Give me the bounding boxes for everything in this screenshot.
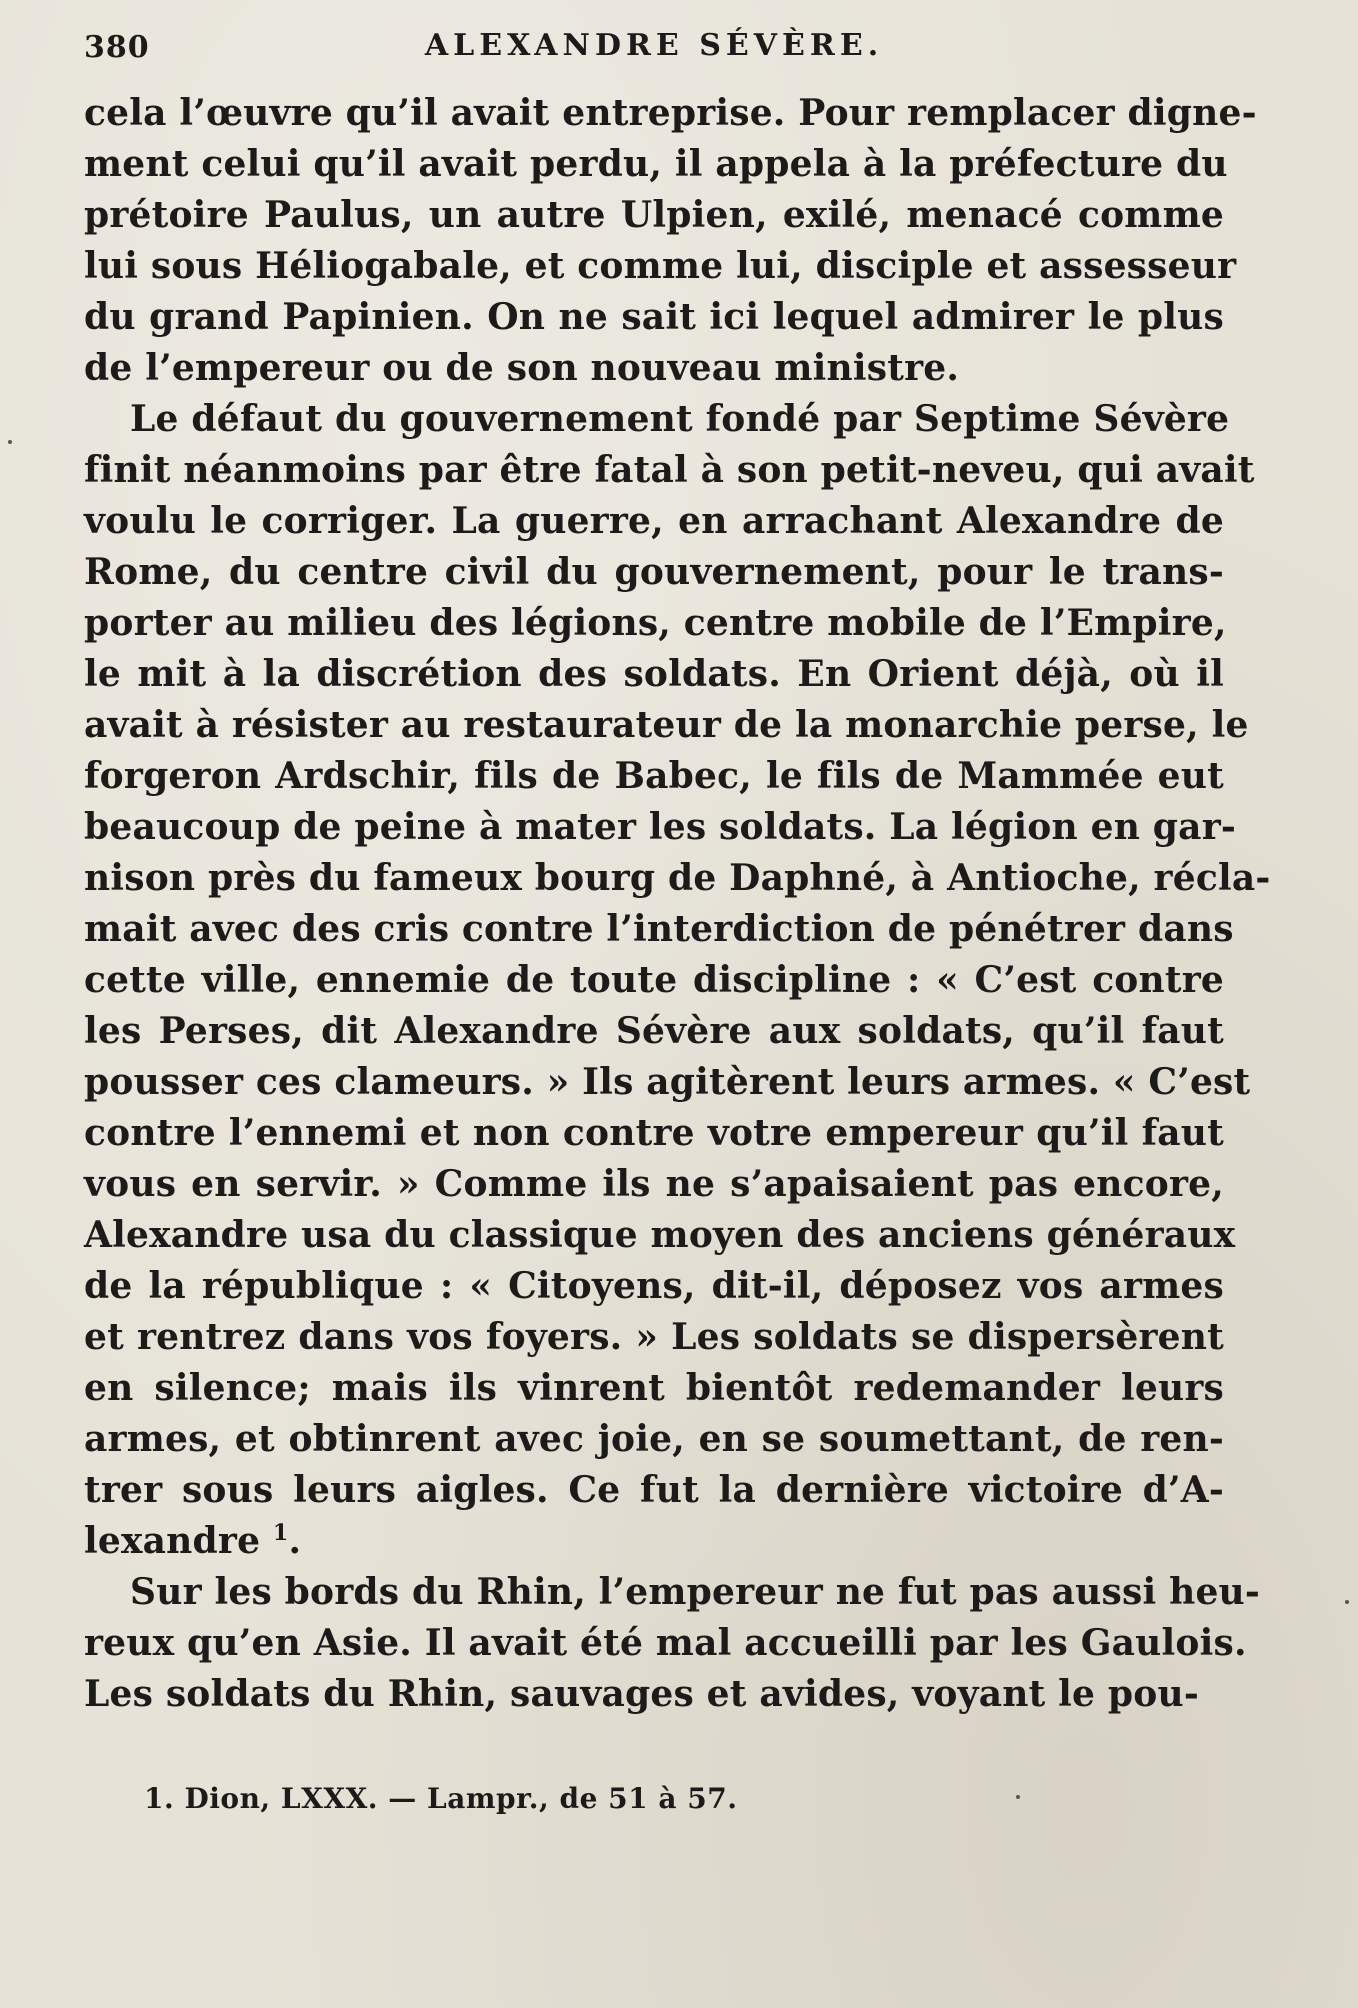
text-line [84, 1159, 1224, 1210]
text-line [84, 802, 1237, 853]
line-text: lexandre [84, 1520, 261, 1562]
text-line [84, 904, 1234, 955]
paper-speck [1016, 1795, 1020, 1799]
line-text: lui sous Héliogabale, et comme lui, disciple et assesseur [84, 245, 1237, 287]
text-line [84, 1057, 1251, 1108]
text-line [84, 241, 1237, 292]
text-line [84, 598, 1227, 649]
line-text: de la république : « Citoyens, dit-il, déposez vos armes [84, 1265, 1224, 1307]
text-line [84, 1516, 1224, 1567]
line-text: reux qu’en Asie. Il avait été mal accueilli par les Gaulois. [84, 1622, 1247, 1664]
line-text: le mit à la discrétion des soldats. En Orient déjà, où il [84, 653, 1224, 695]
running-title: ALEXANDRE SÉVÈRE. [424, 28, 884, 63]
text-line [84, 1465, 1224, 1516]
text-line [84, 955, 1224, 1006]
line-text: du grand Papinien. On ne sait ici lequel admirer le plus [84, 296, 1224, 338]
line-text: cette ville, ennemie de toute discipline : « C’est contre [84, 959, 1224, 1001]
paragraph [84, 394, 1271, 1567]
line-text: finit néanmoins par être fatal à son petit-neveu, qui avait [84, 449, 1255, 491]
text-line [84, 700, 1249, 751]
text-line [84, 1210, 1236, 1261]
line-text: en silence; mais ils vinrent bientôt redemander leurs [84, 1367, 1224, 1409]
line-text: Sur les bords du Rhin, l’empereur ne fut pas aussi heu- [130, 1571, 1261, 1613]
line-text: de l’empereur ou de son nouveau ministre. [84, 347, 960, 389]
text-line [84, 1108, 1224, 1159]
paragraph [84, 88, 1257, 394]
footnote-reference: 1 [272, 1520, 289, 1546]
paper-speck [1345, 1600, 1349, 1604]
line-text: voulu le corriger. La guerre, en arrachant Alexandre de [84, 500, 1224, 542]
text-line [84, 1567, 1261, 1618]
text-line [84, 1261, 1224, 1312]
line-punctuation: . [288, 1520, 302, 1562]
line-text: Rome, du centre civil du gouvernement, pour le trans- [84, 551, 1224, 593]
text-line [84, 751, 1224, 802]
text-line [84, 88, 1257, 139]
line-text: forgeron Ardschir, fils de Babec, le fils de Mammée eut [84, 755, 1224, 797]
text-line [84, 343, 1224, 394]
paper-speck [8, 440, 12, 444]
text-line [84, 496, 1224, 547]
line-text: Alexandre usa du classique moyen des anciens généraux [84, 1214, 1236, 1256]
line-text: vous en servir. » Comme ils ne s’apaisaient pas encore, [84, 1163, 1224, 1205]
line-text: pousser ces clameurs. » Ils agitèrent leurs armes. « C’est [84, 1061, 1251, 1103]
line-text: beaucoup de peine à mater les soldats. La légion en gar- [84, 806, 1237, 848]
text-line [84, 1669, 1224, 1720]
line-text: cela l’œuvre qu’il avait entreprise. Pour remplacer digne- [84, 92, 1257, 134]
line-text: ment celui qu’il avait perdu, il appela à la préfecture du [84, 143, 1228, 185]
text-line [84, 292, 1224, 343]
line-text: et rentrez dans vos foyers. » Les soldats se dispersèrent [84, 1316, 1224, 1358]
book-page [84, 22, 1271, 1982]
line-text: nison près du fameux bourg de Daphné, à Antioche, récla- [84, 857, 1271, 899]
line-text: Les soldats du Rhin, sauvages et avides, voyant le pou- [84, 1673, 1199, 1715]
text-line [84, 547, 1224, 598]
body-text [84, 88, 1271, 1720]
line-text: trer sous leurs aigles. Ce fut la dernière victoire d’A- [84, 1469, 1224, 1511]
text-line [84, 1363, 1224, 1414]
text-line [84, 1618, 1247, 1669]
text-line [84, 1414, 1224, 1465]
line-text: contre l’ennemi et non contre votre empereur qu’il faut [84, 1112, 1224, 1154]
line-text: porter au milieu des légions, centre mobile de l’Empire, [84, 602, 1227, 644]
line-text: prétoire Paulus, un autre Ulpien, exilé, menacé comme [84, 194, 1224, 236]
text-line [84, 1006, 1224, 1057]
running-head [84, 22, 1224, 80]
paragraph [84, 1567, 1261, 1720]
footnote: 1. Dion, LXXX. — Lampr., de 51 à 57. [144, 1782, 738, 1815]
line-text: les Perses, dit Alexandre Sévère aux soldats, qu’il faut [84, 1010, 1224, 1052]
text-line [84, 649, 1224, 700]
line-text: Le défaut du gouvernement fondé par Septime Sévère [130, 398, 1230, 440]
page-number: 380 [84, 30, 150, 65]
line-text: avait à résister au restaurateur de la monarchie perse, le [84, 704, 1249, 746]
text-line [84, 445, 1255, 496]
line-text: mait avec des cris contre l’interdiction de pénétrer dans [84, 908, 1234, 950]
text-line [84, 139, 1228, 190]
text-line [84, 1312, 1224, 1363]
text-line [84, 853, 1271, 904]
text-line [84, 190, 1224, 241]
line-text: armes, et obtinrent avec joie, en se soumettant, de ren- [84, 1418, 1224, 1460]
text-line [84, 394, 1230, 445]
